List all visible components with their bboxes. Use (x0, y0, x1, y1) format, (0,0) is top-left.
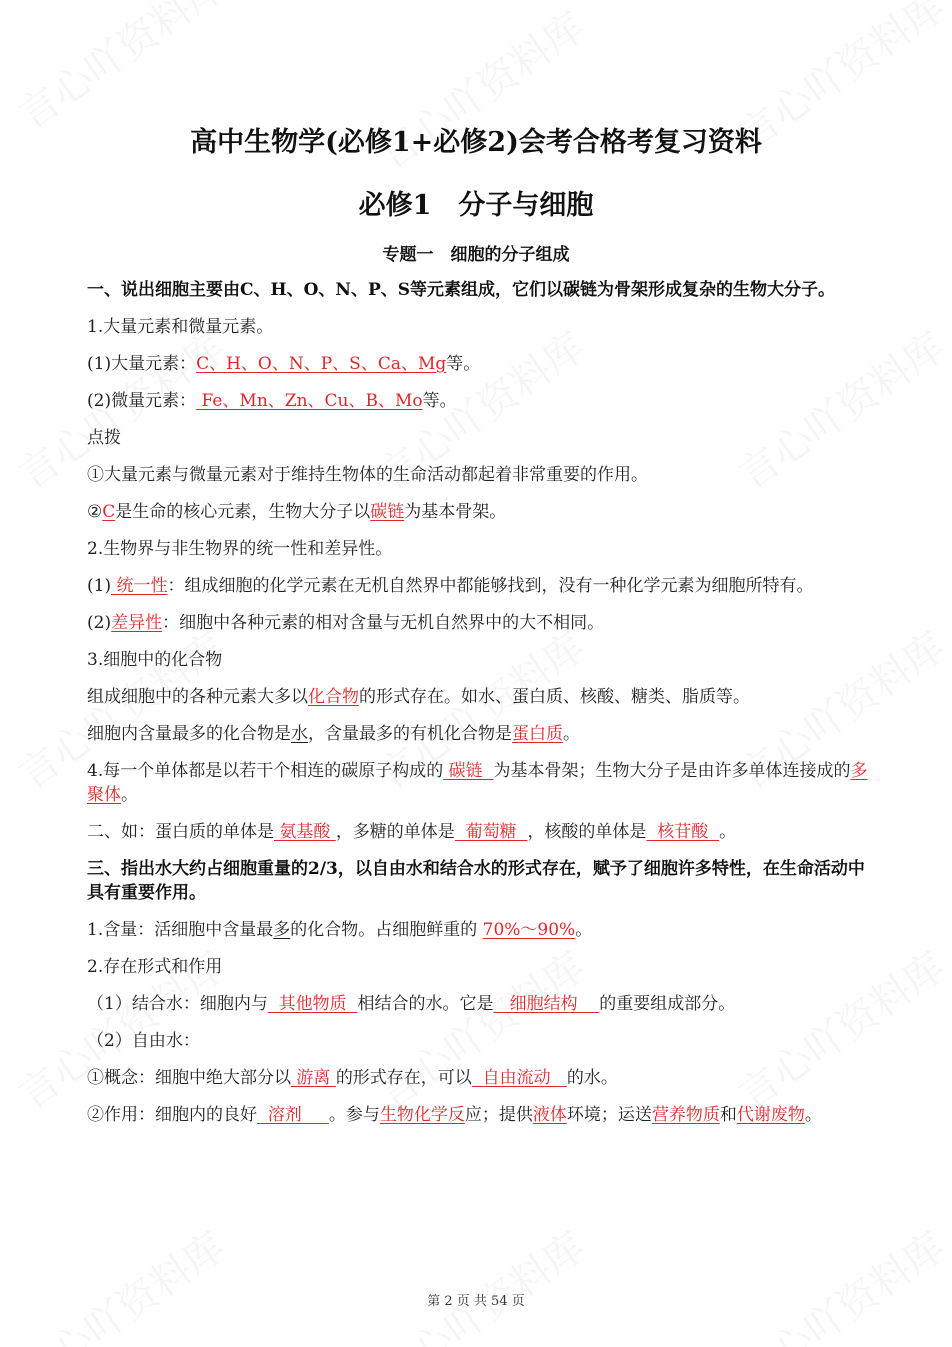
text-segment: ，多糖的单体是 (335, 822, 455, 842)
section-heading (87, 278, 869, 302)
paragraph (87, 955, 869, 979)
paragraph (87, 722, 869, 746)
text-segment: ，含量最多的有机化合物是 (308, 724, 512, 744)
topic-heading: 专题一 细胞的分子组成 (382, 245, 570, 265)
text-segment: 。 (804, 1105, 822, 1125)
text-segment: ：组成细胞的化学元素在无机自然界中都能够找到，没有一种化学元素为细胞所特有。 (167, 576, 814, 596)
text-segment: 2.生物界与非生物界的统一性和差异性。 (87, 539, 393, 559)
paragraph (87, 389, 869, 413)
answer-text: 溶剂 (257, 1105, 329, 1125)
answer-text: 其他物质 (267, 994, 358, 1014)
text-segment: 4.每一个单体都是以若干个相连的碳原子构成的 (87, 761, 444, 781)
answer-text: Fe、Mn、Zn、Cu、B、Mo (196, 391, 423, 411)
paragraph (87, 1103, 869, 1127)
text-segment: ②作用：细胞内的良好 (87, 1105, 257, 1125)
paragraph (87, 992, 869, 1016)
paragraph (87, 759, 869, 807)
text-segment: 细胞内含量最多的化合物是 (87, 724, 291, 744)
text-segment: 三、指出水大约占细胞重量的2/3，以自由水和结合水的形式存在，赋予了细胞许多特性，在生命活动中具有重要作用。 (87, 859, 865, 903)
text-segment: 多 (273, 920, 291, 940)
text-segment: 。 (563, 724, 580, 744)
text-segment: ①概念：细胞中绝大部分以 (87, 1068, 291, 1088)
answer-text: 碳链 (370, 502, 405, 522)
text-segment: 的化合物。占细胞鲜重的 (290, 920, 483, 940)
paragraph (87, 611, 869, 635)
text-segment: 2.存在形式和作用 (87, 957, 223, 977)
text-segment: 点拨 (87, 428, 121, 448)
text-segment: 为基本骨架。 (404, 502, 507, 522)
answer-text: 碳链 (443, 761, 494, 781)
text-segment: 应；提供 (464, 1105, 533, 1125)
text-segment: 水 (291, 724, 308, 744)
text-segment: 等。 (446, 354, 481, 374)
answer-text: 核苷酸 (646, 822, 720, 842)
text-segment: 的形式存在。如水、蛋白质、核酸、糖类、脂质等。 (359, 687, 750, 707)
text-segment: （1）结合水：细胞内与 (87, 994, 268, 1014)
paragraph (87, 463, 869, 487)
text-segment: 是生命的核心元素，生物大分子以 (115, 502, 371, 522)
text-segment: 一、说出细胞主要由C、H、O、N、P、S等元素组成，它们以碳链为骨架形成复杂的生物大分子。 (87, 280, 835, 300)
paragraph (87, 500, 869, 524)
text-segment: 环境；运送 (566, 1105, 652, 1125)
text-segment: 。 (121, 785, 138, 805)
paragraph (87, 574, 869, 598)
answer-text: 游离 (291, 1068, 336, 1088)
text-segment: 的重要组成部分。 (599, 994, 736, 1014)
text-segment: 相结合的水。它是 (357, 994, 494, 1014)
page-footer: 第 2 页 共 54 页 (427, 1294, 525, 1309)
text-segment: 的水。 (566, 1068, 618, 1088)
answer-text: 液体 (532, 1105, 567, 1125)
answer-text: 细胞结构 (493, 994, 600, 1014)
text-segment: (1) (87, 576, 112, 596)
text-segment: (2) (87, 613, 112, 633)
text-segment: 。参与 (328, 1105, 380, 1125)
paragraph (87, 537, 869, 561)
answer-text: 代谢废物 (736, 1105, 805, 1125)
paragraph (87, 918, 869, 942)
paragraph (87, 1029, 869, 1053)
watermark-text (365, 1216, 594, 1347)
document-body (87, 278, 869, 1140)
text-segment: ，核酸的单体是 (527, 822, 647, 842)
paragraph (87, 315, 869, 339)
text-segment: 为基本骨架；生物大分子是由许多单体连接成的 (493, 761, 851, 781)
answer-text: 70%～90% (482, 920, 576, 940)
answer-text: 化合物 (308, 687, 359, 707)
answer-text: 营养物质 (651, 1105, 720, 1125)
document-title: 高中生物学(必修1+必修2)会考合格考复习资料 (190, 127, 762, 158)
paragraph (87, 352, 869, 376)
text-segment: 3.细胞中的化合物 (87, 650, 223, 670)
answer-text: 氨基酸 (274, 822, 336, 842)
text-segment: 。 (719, 822, 737, 842)
answer-text: 统一性 (111, 576, 168, 596)
answer-text: 蛋白质 (512, 724, 563, 744)
text-segment: ①大量元素与微量元素对于维持生物体的生命活动都起着非常重要的作用。 (87, 465, 648, 485)
watermark-text (5, 1216, 234, 1347)
text-segment: (1)大量元素： (87, 354, 197, 374)
answer-text: 生物化学反 (379, 1105, 465, 1125)
text-segment: 1.含量：活细胞中含量最 (87, 920, 274, 940)
text-segment: (2)微量元素： (87, 391, 197, 411)
paragraph (87, 820, 869, 844)
paragraph (87, 648, 869, 672)
section-heading (87, 857, 869, 905)
text-segment: 。 (575, 920, 593, 940)
text-segment: 和 (719, 1105, 737, 1125)
watermark-text (725, 1216, 952, 1347)
answer-text: 葡萄糖 (454, 822, 528, 842)
text-segment: ② (87, 502, 103, 522)
text-segment: 1.大量元素和微量元素。 (87, 317, 274, 337)
text-segment: 的形式存在，可以 (335, 1068, 472, 1088)
text-segment: 组成细胞中的各种元素大多以 (87, 687, 308, 707)
answer-text: 差异性 (111, 613, 163, 633)
answer-text: C、H、O、N、P、S、Ca、Mg (196, 354, 447, 374)
text-segment: 二、如：蛋白质的单体是 (87, 822, 274, 842)
paragraph (87, 1066, 869, 1090)
text-segment: （2）自由水： (87, 1031, 200, 1051)
paragraph (87, 426, 869, 450)
answer-text: 多聚体 (87, 761, 868, 805)
text-segment: ：细胞中各种元素的相对含量与无机自然界中的大不相同。 (162, 613, 605, 633)
chapter-title: 必修1 分子与细胞 (358, 190, 594, 221)
text-segment: 等。 (422, 391, 457, 411)
paragraph (87, 685, 869, 709)
answer-text: 自由流动 (471, 1068, 567, 1088)
answer-text: C (102, 502, 116, 522)
